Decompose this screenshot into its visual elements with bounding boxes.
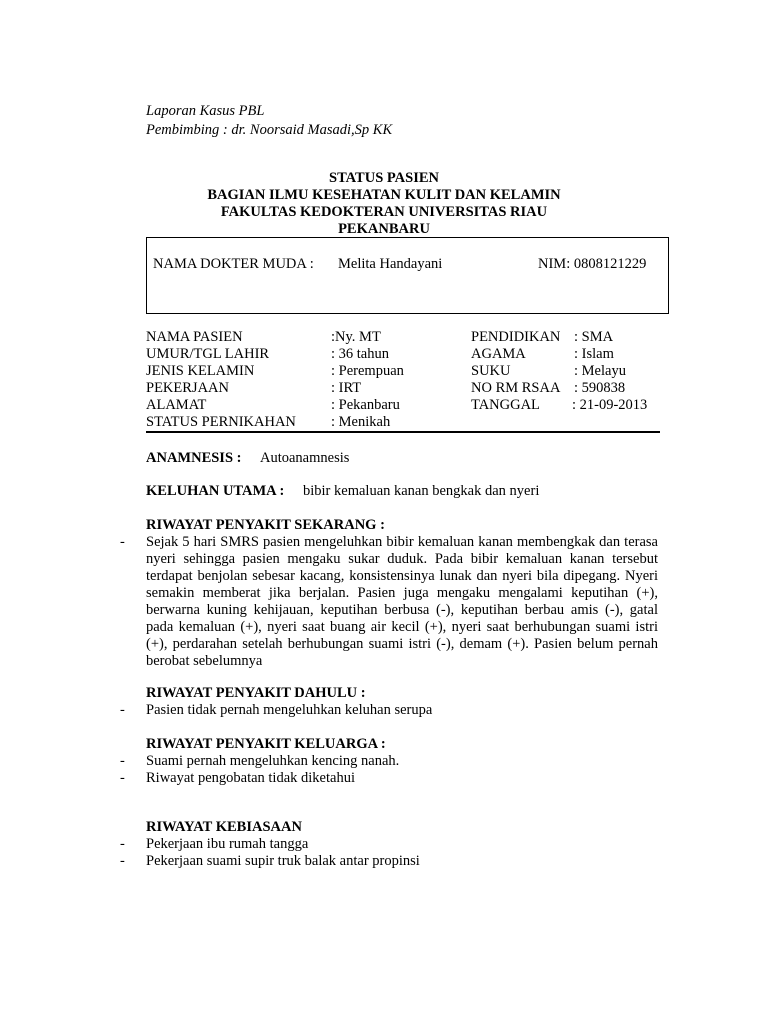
section-divider (146, 431, 660, 433)
patient-label: NO RM RSAA (471, 380, 561, 396)
patient-value: : Perempuan (331, 363, 404, 379)
chief-complaint-label: KELUHAN UTAMA : (146, 483, 285, 499)
doctor-info-box (146, 237, 669, 314)
bullet-marker: - (120, 702, 125, 718)
report-type: Laporan Kasus PBL (146, 103, 265, 119)
patient-label: PENDIDIKAN (471, 329, 561, 345)
bullet-marker: - (120, 753, 125, 769)
patient-value: : Menikah (331, 414, 391, 430)
patient-value: : Islam (574, 346, 614, 362)
patient-label: TANGGAL (471, 397, 540, 413)
patient-label: STATUS PERNIKAHAN (146, 414, 296, 430)
patient-label: ALAMAT (146, 397, 207, 413)
document-title: STATUS PASIEN (329, 170, 439, 186)
list-item: Pekerjaan suami supir truk balak antar propinsi (146, 853, 420, 869)
patient-label: NAMA PASIEN (146, 329, 243, 345)
bullet-marker: - (120, 770, 125, 786)
patient-value: : IRT (331, 380, 362, 396)
student-id: NIM: 0808121229 (538, 256, 647, 272)
doctor-label: NAMA DOKTER MUDA : (153, 256, 314, 272)
family-history-heading: RIWAYAT PENYAKIT KELUARGA : (146, 736, 386, 752)
patient-value: :Ny. MT (331, 329, 381, 345)
patient-value: : 36 tahun (331, 346, 389, 362)
patient-label: UMUR/TGL LAHIR (146, 346, 270, 362)
city: PEKANBARU (338, 221, 430, 237)
list-item: Riwayat pengobatan tidak diketahui (146, 770, 355, 786)
doctor-name: Melita Handayani (338, 256, 443, 272)
patient-value: : Melayu (574, 363, 626, 379)
supervisor: Pembimbing : dr. Noorsaid Masadi,Sp KK (146, 122, 393, 138)
patient-value: : 590838 (574, 380, 626, 396)
patient-label: JENIS KELAMIN (146, 363, 255, 379)
list-item: Suami pernah mengeluhkan kencing nanah. (146, 753, 400, 769)
anamnesis-label: ANAMNESIS : (146, 450, 242, 466)
list-item: Pasien tidak pernah mengeluhkan keluhan serupa (146, 702, 433, 718)
patient-value: : Pekanbaru (331, 397, 400, 413)
present-illness-heading: RIWAYAT PENYAKIT SEKARANG : (146, 517, 385, 533)
anamnesis-value: Autoanamnesis (260, 450, 350, 466)
faculty: FAKULTAS KEDOKTERAN UNIVERSITAS RIAU (220, 204, 548, 220)
past-illness-heading: RIWAYAT PENYAKIT DAHULU : (146, 685, 366, 701)
patient-value: : SMA (574, 329, 614, 345)
patient-label: SUKU (471, 363, 511, 379)
list-item: Pekerjaan ibu rumah tangga (146, 836, 309, 852)
bullet-marker: - (120, 534, 125, 550)
patient-label: PEKERJAAN (146, 380, 229, 396)
chief-complaint-value: bibir kemaluan kanan bengkak dan nyeri (303, 483, 540, 499)
department: BAGIAN ILMU KESEHATAN KULIT DAN KELAMIN (207, 187, 561, 203)
habits-heading: RIWAYAT KEBIASAAN (146, 819, 302, 835)
present-illness-text: Sejak 5 hari SMRS pasien mengeluhkan bibir kemaluan kanan membengkak dan terasa nyeri sehingga pasien mengaku sukar duduk. Pada bibir kemaluan kanan tersebut terdapat benjolan sebesar kacang, konsistensinya lunak dan nyeri bila dipegang. Nyeri semakin memberat jika berjalan. Pasien juga mengaku mengalami keputihan (+), berwarna kuning kehijauan, keputihan berbusa (-), keputihan berbau amis (-), gatal pada kemaluan (+), nyeri saat buang air kecil (+), nyeri saat berhubungan suami istri (+), perdarahan setelah berhubungan suami istri (-), demam (+). Pasien belum pernah berobat sebelumnya (146, 534, 658, 669)
patient-label: AGAMA (471, 346, 526, 362)
patient-value: : 21-09-2013 (572, 397, 648, 413)
bullet-marker: - (120, 853, 125, 869)
bullet-marker: - (120, 836, 125, 852)
